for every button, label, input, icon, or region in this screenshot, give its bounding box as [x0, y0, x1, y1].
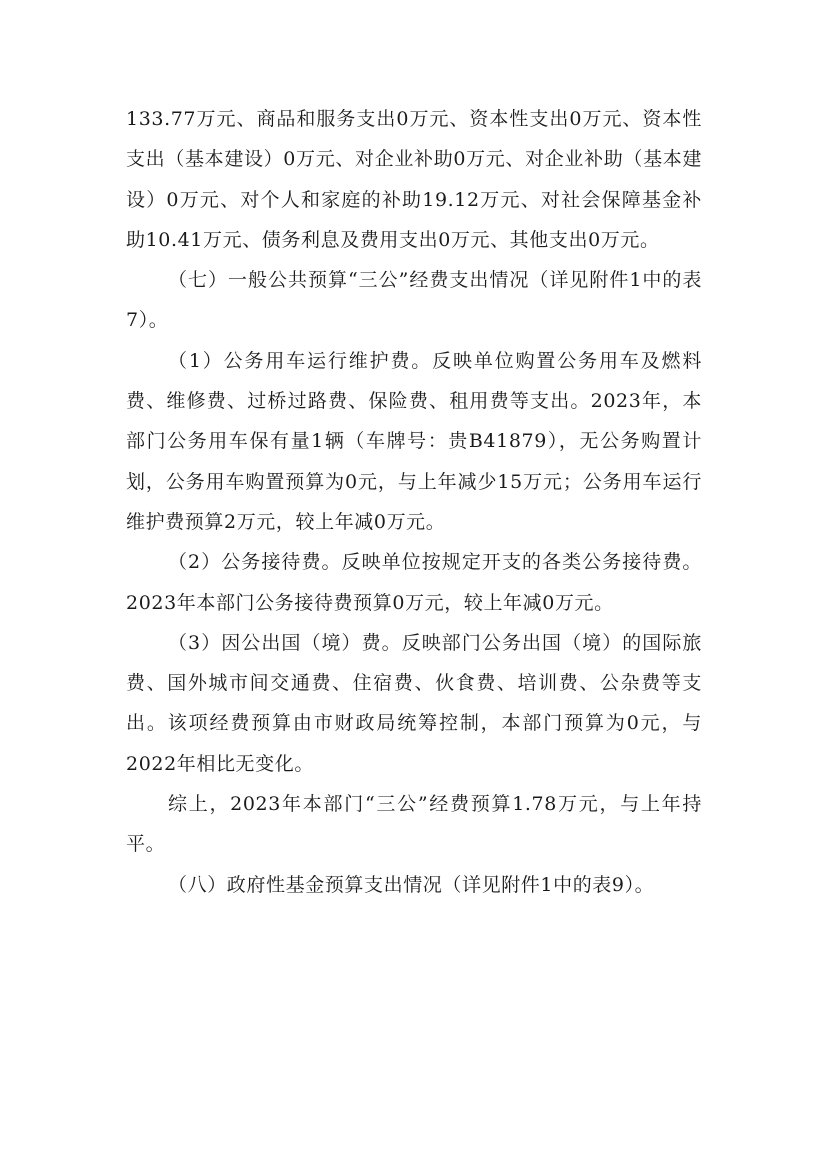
paragraph-summary: 综上，2023年本部门“三公”经费预算1.78万元，与上年持平。: [126, 793, 702, 856]
document-body: [126, 99, 702, 905]
heading-government-fund-budget: （八）政府性基金预算支出情况（详见附件1中的表9）。: [168, 873, 655, 896]
paragraph-expenditure-continued: 133.77万元、商品和服务支出0万元、资本性支出0万元、资本性支出（基本建设）0万元、对企业补助0万元、对企业补助（基本建设）0万元、对个人和家庭的补助19.12万元、对社会保障基金补助10.41万元、债务利息及费用支出0万元、其他支出0万元。: [126, 108, 702, 251]
paragraph-official-reception: （2）公务接待费。反映单位按规定开支的各类公务接待费。2023年本部门公务接待费预算0万元，较上年减0万元。: [126, 551, 702, 614]
heading-three-public-expenses: （七）一般公共预算“三公”经费支出情况（详见附件1中的表7）。: [126, 269, 702, 332]
paragraph-overseas-travel: （3）因公出国（境）费。反映部门公务出国（境）的国际旅费、国外城市间交通费、住宿费、伙食费、培训费、公杂费等支出。该项经费预算由市财政局统筹控制，本部门预算为0元，与2022年相比无变化。: [126, 631, 702, 775]
paragraph-vehicle-maintenance: （1）公务用车运行维护费。反映单位购置公务用车及燃料费、维修费、过桥过路费、保险费、租用费等支出。2023年，本部门公务用车保有量1辆（车牌号：贵B41879），无公务购置计划，公务用车购置预算为0元，与上年减少15万元；公务用车运行维护费预算2万元，较上年减0万元。: [126, 349, 702, 533]
